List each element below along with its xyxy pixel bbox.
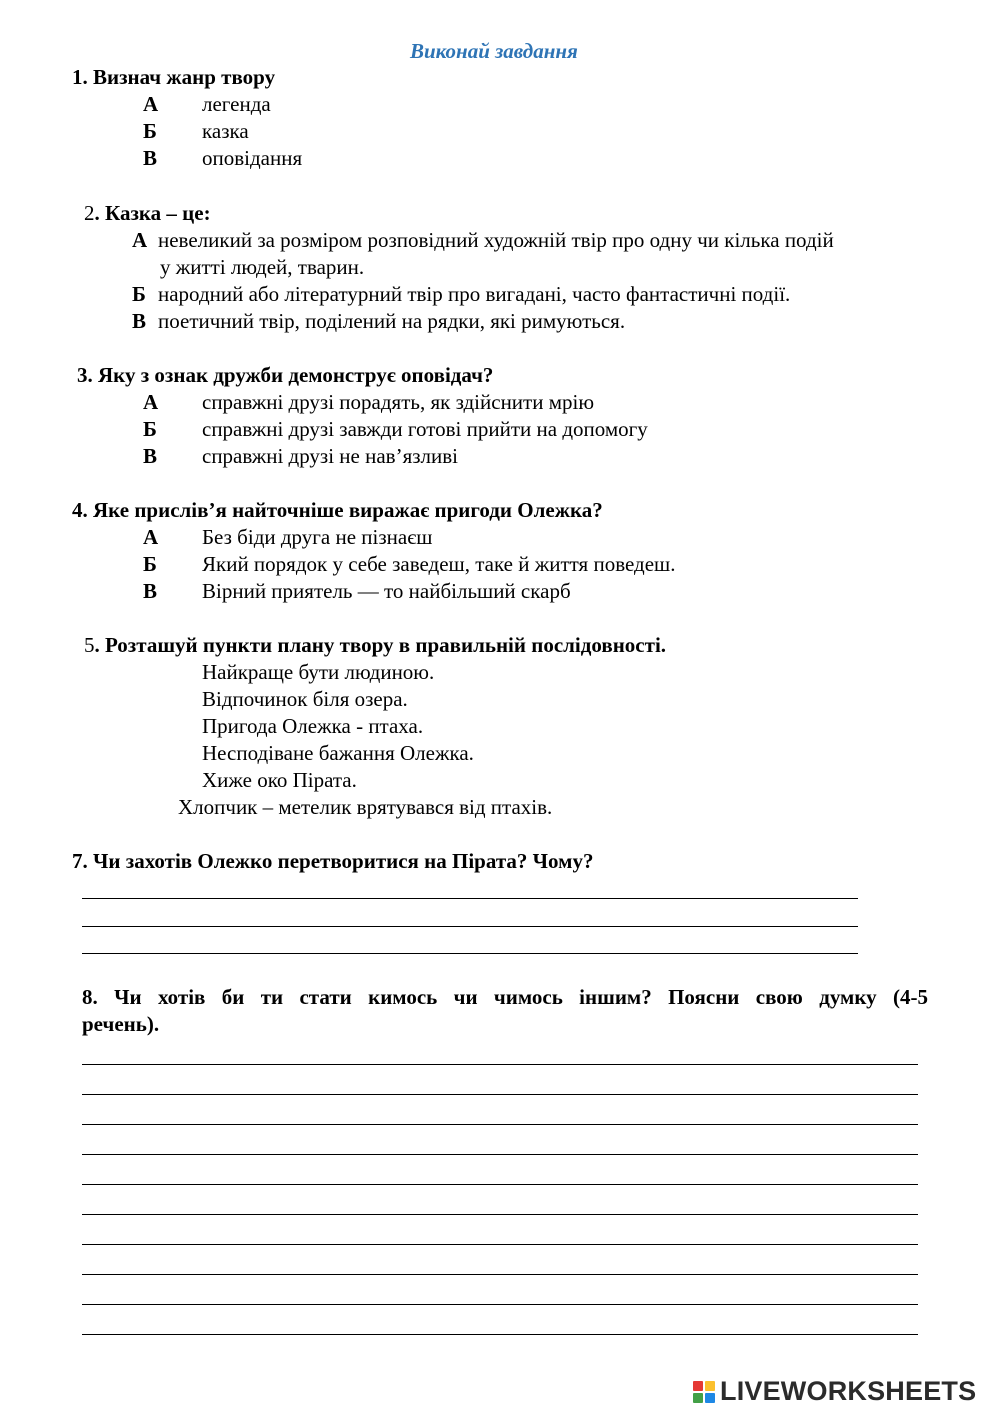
plan-item-3[interactable]: Пригода Олежка - птаха. bbox=[202, 714, 424, 738]
plan-item-5[interactable]: Хиже око Пірата. bbox=[202, 768, 357, 792]
answer-line[interactable] bbox=[82, 953, 858, 954]
q4-option-a[interactable]: Без біди друга не пізнаєш bbox=[202, 525, 433, 549]
q1-option-c-letter: В bbox=[143, 146, 158, 170]
q2-option-b-letter: Б bbox=[132, 282, 146, 306]
answer-line[interactable] bbox=[82, 1124, 918, 1125]
question-5-number: 5 bbox=[84, 633, 95, 657]
q3-option-a-letter: А bbox=[143, 390, 159, 414]
plan-item-2[interactable]: Відпочинок біля озера. bbox=[202, 687, 408, 711]
answer-line[interactable] bbox=[82, 1154, 918, 1155]
plan-item-6[interactable]: Хлопчик – метелик врятувався від птахів. bbox=[178, 795, 553, 819]
question-8 bbox=[82, 987, 928, 1008]
question-2-number: 2 bbox=[84, 201, 95, 225]
q1-option-b[interactable]: казка bbox=[202, 119, 249, 143]
question-2-text: . Казка – це: bbox=[94, 201, 211, 225]
q3-option-b-letter: Б bbox=[143, 417, 157, 441]
answer-line[interactable] bbox=[82, 1214, 918, 1215]
q2-option-a[interactable]: невеликий за розміром розповідний художній твір про одну чи кілька подій bbox=[158, 228, 834, 252]
q2-option-b[interactable]: народний або літературний твір про вигадані, часто фантастичні події. bbox=[158, 282, 791, 306]
answer-line[interactable] bbox=[82, 1274, 918, 1275]
answer-line[interactable] bbox=[82, 1244, 918, 1245]
q4-option-b[interactable]: Який порядок у себе заведеш, таке й життя поведеш. bbox=[202, 552, 676, 576]
q3-option-c[interactable]: справжні друзі не нав’язливі bbox=[202, 444, 459, 468]
answer-line[interactable] bbox=[82, 926, 858, 927]
q2-option-c-letter: В bbox=[132, 309, 147, 333]
q1-option-a-letter: А bbox=[143, 92, 159, 116]
question-1: 1. Визнач жанр твору bbox=[72, 65, 276, 89]
q4-option-b-letter: Б bbox=[143, 552, 157, 576]
liveworksheets-logo bbox=[693, 1376, 993, 1406]
q4-option-a-letter: А bbox=[143, 525, 159, 549]
q3-option-b[interactable]: справжні друзі завжди готові прийти на допомогу bbox=[202, 417, 648, 441]
answer-line[interactable] bbox=[82, 1334, 918, 1335]
question-7: 7. Чи захотів Олежко перетворитися на Пірата? Чому? bbox=[72, 849, 594, 873]
question-8-line-1: 8. Чи хотів би ти стати кимось чи чимось іншим? Поясни свою думку (4-5 bbox=[82, 985, 928, 1009]
page-title: Виконай завдання bbox=[410, 39, 578, 63]
plan-item-1[interactable]: Найкраще бути людиною. bbox=[202, 660, 435, 684]
logo-blocks-icon bbox=[693, 1381, 715, 1403]
answer-line[interactable] bbox=[82, 1094, 918, 1095]
q2-option-a-letter: А bbox=[132, 228, 148, 252]
answer-line[interactable] bbox=[82, 898, 858, 899]
plan-item-4[interactable]: Несподіване бажання Олежка. bbox=[202, 741, 474, 765]
q3-option-c-letter: В bbox=[143, 444, 158, 468]
question-5-text: . Розташуй пункти плану твору в правильній послідовності. bbox=[94, 633, 667, 657]
answer-line[interactable] bbox=[82, 1304, 918, 1305]
logo-brand-text: LIVEWORKSHEETS bbox=[720, 1376, 977, 1406]
question-5 bbox=[84, 635, 666, 656]
question-4: 4. Яке прислів’я найточніше виражає пригоди Олежка? bbox=[72, 498, 603, 522]
q2-option-a-cont[interactable]: у житті людей, тварин. bbox=[160, 255, 365, 279]
question-8-line-2: речень). bbox=[82, 1012, 160, 1036]
answer-line[interactable] bbox=[82, 1064, 918, 1065]
q4-option-c-letter: В bbox=[143, 579, 158, 603]
q1-option-c[interactable]: оповідання bbox=[202, 146, 303, 170]
q3-option-a[interactable]: справжні друзі порадять, як здійснити мрію bbox=[202, 390, 595, 414]
q1-option-b-letter: Б bbox=[143, 119, 157, 143]
q1-option-a[interactable]: легенда bbox=[202, 92, 271, 116]
question-2 bbox=[84, 203, 211, 224]
q2-option-c[interactable]: поетичний твір, поділений на рядки, які римуються. bbox=[158, 309, 626, 333]
question-3: 3. Яку з ознак дружби демонструє оповідач? bbox=[77, 363, 494, 387]
q4-option-c[interactable]: Вірний приятель — то найбільший скарб bbox=[202, 579, 571, 603]
answer-line[interactable] bbox=[82, 1184, 918, 1185]
